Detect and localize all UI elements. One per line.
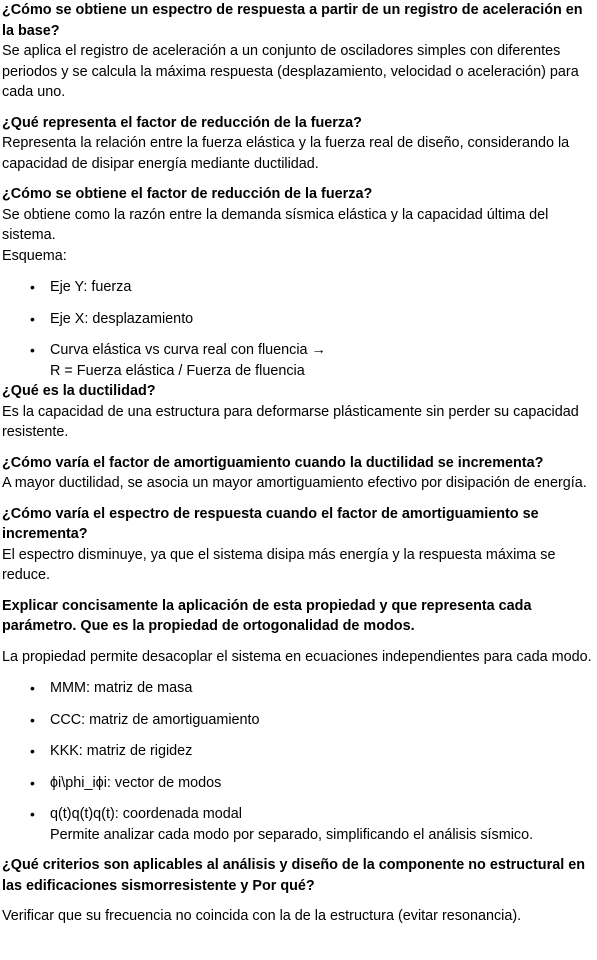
bullet-icon: • [30,774,35,791]
answer-reduction-factor-meaning: Representa la relación entre la fuerza elástica y la fuerza real de diseño, considerando la capacidad de disipar energía mediante ductilidad. [2,135,570,172]
bullet-icon: • [30,342,35,358]
parameter-list [2,678,593,845]
question-reduction-factor-how: ¿Cómo se obtiene el factor de reducción de la fuerza? [2,186,373,202]
list-item: • Eje X: desplazamiento [2,309,593,330]
list-item: • MMM: matriz de masa [2,678,593,699]
answer-reduction-factor-how: Se obtiene como la razón entre la demanda sísmica elástica y la capacidad última del sistema. [2,206,549,243]
answer-damping-vs-ductility: A mayor ductilidad, se asocia un mayor amortiguamiento efectivo por disipación de energía. [2,475,587,491]
question-response-spectrum: ¿Cómo se obtiene un espectro de respuesta a partir de un registro de aceleración en la base? [2,2,583,39]
answer-response-spectrum: Se aplica el registro de aceleración a un conjunto de osciladores simples con diferentes periodos y se calcula la máxima respuesta (desplazamiento, velocidad o aceleración) para cada uno. [2,43,579,100]
answer-modal-orthogonality: La propiedad permite desacoplar el sistema en ecuaciones independientes para cada modo. [2,648,592,665]
bullet-icon: • [30,743,35,759]
bullet-icon: • [30,806,35,822]
question-ductility: ¿Qué es la ductilidad? [2,383,156,399]
answer-ductility: Es la capacidad de una estructura para deformarse plásticamente sin perder su capacidad resistente. [2,403,579,440]
question-reduction-factor-meaning: ¿Qué representa el factor de reducción de la fuerza? [2,114,362,131]
list-item: • q(t)q(t)q(t): coordenada modal Permite analizar cada modo por separado, simplificando el análisis sísmico. [30,806,534,843]
list-item: • Curva elástica vs curva real con fluencia → R = Fuerza elástica / Fuerza de fluencia [30,342,326,379]
bullet-icon: • [30,310,35,327]
question-nonstructural: ¿Qué criterios son aplicables al análisis y diseño de la componente no estructural en las edificaciones sismorresistente y Por qué? [2,857,585,894]
scheme-label: Esquema: [2,247,67,264]
question-spectrum-vs-damping: ¿Cómo varía el espectro de respuesta cuando el factor de amortiguamiento se incrementa? [2,505,539,542]
answer-spectrum-vs-damping: El espectro disminuye, ya que el sistema disipa más energía y la respuesta máxima se reduce. [2,546,556,583]
bullet-icon: • [30,711,35,728]
bullet-icon: • [30,279,35,295]
list-item: • KKK: matriz de rigidez [2,741,593,762]
list-item: • CCC: matriz de amortiguamiento [2,710,593,731]
question-damping-vs-ductility: ¿Cómo varía el factor de amortiguamiento cuando la ductilidad se incrementa? [2,454,544,471]
question-modal-orthogonality: Explicar concisamente la aplicación de esta propiedad y que representa cada parámetro. Que es la propiedad de ortogonalidad de modos. [2,597,532,634]
answer-nonstructural: Verificar que su frecuencia no coincida con la de la estructura (evitar resonancia). [2,908,522,924]
bullet-icon: • [30,680,35,696]
list-item: • ϕi\phi_iϕi: vector de modos [2,773,593,794]
list-item: • Eje Y: fuerza [2,277,593,298]
scheme-list [2,277,593,381]
